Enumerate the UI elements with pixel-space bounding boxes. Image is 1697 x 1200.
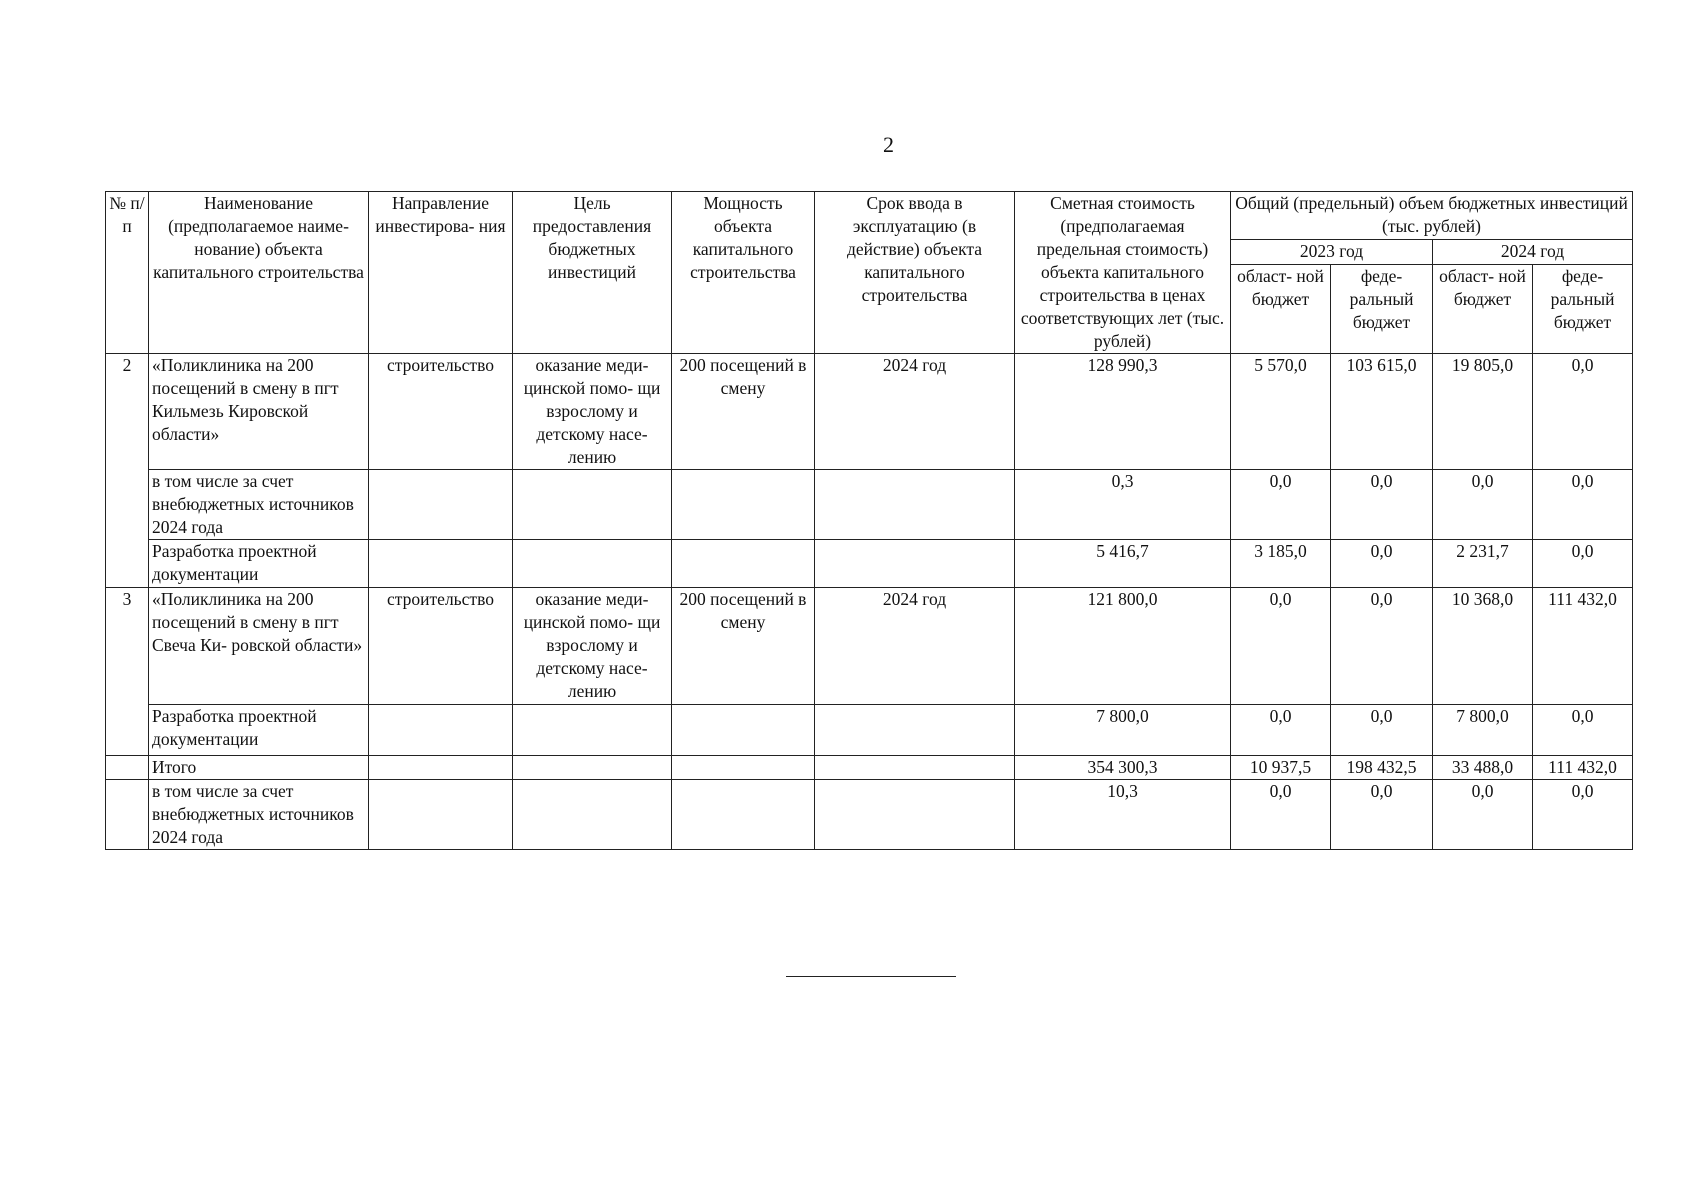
- row-cost: 5 416,7: [1015, 540, 1231, 588]
- table-row: [106, 354, 1633, 470]
- row-federal-2023: 0,0: [1331, 470, 1433, 540]
- closing-rule: [786, 976, 956, 977]
- row-federal-2023: 0,0: [1331, 540, 1433, 588]
- row-regional-2024: 2 231,7: [1433, 540, 1533, 588]
- header-name: Наименование (предполагаемое наиме- нование) объекта капитального строительства: [149, 192, 369, 354]
- row-regional-2024: 7 800,0: [1433, 705, 1533, 756]
- row-cost: 10,3: [1015, 780, 1231, 850]
- empty-cell: [815, 540, 1015, 588]
- row-federal-2024: 0,0: [1533, 354, 1633, 470]
- row-cost: 354 300,3: [1015, 756, 1231, 780]
- empty-cell: [513, 540, 672, 588]
- header-goal: Цель предоставления бюджетных инвестиций: [513, 192, 672, 354]
- empty-cell: [513, 756, 672, 780]
- row-goal: оказание меди- цинской помо- щи взрослому и детскому насе- лению: [513, 354, 672, 470]
- header-volume: Общий (предельный) объем бюджетных инвестиций (тыс. рублей): [1231, 192, 1633, 240]
- header-year-2024: 2024 год: [1433, 240, 1633, 265]
- row-direction: строительство: [369, 354, 513, 470]
- row-name: в том числе за счет внебюджетных источников 2024 года: [149, 470, 369, 540]
- row-regional-2024: 33 488,0: [1433, 756, 1533, 780]
- table-row: [106, 470, 1633, 540]
- row-regional-2023: 3 185,0: [1231, 540, 1331, 588]
- row-regional-2023: 0,0: [1231, 705, 1331, 756]
- header-direction: Направление инвестирова- ния: [369, 192, 513, 354]
- header-capacity: Мощность объекта капитального строительства: [672, 192, 815, 354]
- row-federal-2023: 0,0: [1331, 780, 1433, 850]
- row-regional-2023: 5 570,0: [1231, 354, 1331, 470]
- header-deadline: Срок ввода в эксплуатацию (в действие) объекта капитального строительства: [815, 192, 1015, 354]
- row-regional-2024: 19 805,0: [1433, 354, 1533, 470]
- row-federal-2023: 0,0: [1331, 588, 1433, 705]
- row-federal-2024: 0,0: [1533, 780, 1633, 850]
- row-goal: оказание меди- цинской помо- щи взрослому и детскому насе- лению: [513, 588, 672, 705]
- table-row: [106, 588, 1633, 705]
- row-federal-2023: 0,0: [1331, 705, 1433, 756]
- table-row: [106, 705, 1633, 756]
- header-federal-2024: феде- ральный бюджет: [1533, 264, 1633, 353]
- empty-cell: [369, 540, 513, 588]
- row-capacity: 200 посещений в смену: [672, 588, 815, 705]
- row-cost: 7 800,0: [1015, 705, 1231, 756]
- row-capacity: 200 посещений в смену: [672, 354, 815, 470]
- table-row-total: [106, 756, 1633, 780]
- empty-cell: [815, 470, 1015, 540]
- header-regional-2023: област- ной бюджет: [1231, 264, 1331, 353]
- header-num: № п/п: [106, 192, 149, 354]
- row-num: 3: [106, 588, 149, 756]
- row-num: 2: [106, 354, 149, 588]
- header-federal-2023: феде- ральный бюджет: [1331, 264, 1433, 353]
- row-cost: 121 800,0: [1015, 588, 1231, 705]
- table-row: [106, 540, 1633, 588]
- header-regional-2024: област- ной бюджет: [1433, 264, 1533, 353]
- row-direction: строительство: [369, 588, 513, 705]
- investment-table: [105, 191, 1633, 850]
- row-regional-2023: 0,0: [1231, 780, 1331, 850]
- empty-cell: [672, 705, 815, 756]
- empty-cell: [672, 780, 815, 850]
- page-number: 2: [883, 132, 894, 157]
- row-name: «Поликлиника на 200 посещений в смену в пгт Свеча Ки- ровской области»: [149, 588, 369, 705]
- row-name: «Поликлиника на 200 посещений в смену в пгт Кильмезь Кировской области»: [149, 354, 369, 470]
- row-name: Разработка проектной документации: [149, 705, 369, 756]
- row-deadline: 2024 год: [815, 354, 1015, 470]
- row-federal-2024: 111 432,0: [1533, 756, 1633, 780]
- empty-cell: [513, 470, 672, 540]
- row-regional-2023: 10 937,5: [1231, 756, 1331, 780]
- empty-cell: [369, 470, 513, 540]
- row-federal-2023: 198 432,5: [1331, 756, 1433, 780]
- empty-cell: [672, 540, 815, 588]
- empty-cell: [672, 470, 815, 540]
- row-federal-2024: 0,0: [1533, 705, 1633, 756]
- row-name: Итого: [149, 756, 369, 780]
- empty-cell: [106, 756, 149, 780]
- row-regional-2024: 0,0: [1433, 470, 1533, 540]
- empty-cell: [672, 756, 815, 780]
- row-regional-2024: 0,0: [1433, 780, 1533, 850]
- header-cost: Сметная стоимость (предполагаемая предельная стоимость) объекта капитального строительства в ценах соответствующих лет (тыс. рублей): [1015, 192, 1231, 354]
- row-regional-2024: 10 368,0: [1433, 588, 1533, 705]
- row-deadline: 2024 год: [815, 588, 1015, 705]
- row-name: в том числе за счет внебюджетных источников 2024 года: [149, 780, 369, 850]
- empty-cell: [369, 705, 513, 756]
- row-regional-2023: 0,0: [1231, 588, 1331, 705]
- empty-cell: [369, 780, 513, 850]
- empty-cell: [106, 780, 149, 850]
- row-cost: 0,3: [1015, 470, 1231, 540]
- row-name: Разработка проектной документации: [149, 540, 369, 588]
- header-year-2023: 2023 год: [1231, 240, 1433, 265]
- table-row: [106, 780, 1633, 850]
- row-federal-2024: 0,0: [1533, 470, 1633, 540]
- row-federal-2024: 0,0: [1533, 540, 1633, 588]
- empty-cell: [513, 705, 672, 756]
- row-federal-2024: 111 432,0: [1533, 588, 1633, 705]
- row-regional-2023: 0,0: [1231, 470, 1331, 540]
- row-cost: 128 990,3: [1015, 354, 1231, 470]
- empty-cell: [815, 756, 1015, 780]
- empty-cell: [815, 780, 1015, 850]
- empty-cell: [815, 705, 1015, 756]
- empty-cell: [513, 780, 672, 850]
- row-federal-2023: 103 615,0: [1331, 354, 1433, 470]
- empty-cell: [369, 756, 513, 780]
